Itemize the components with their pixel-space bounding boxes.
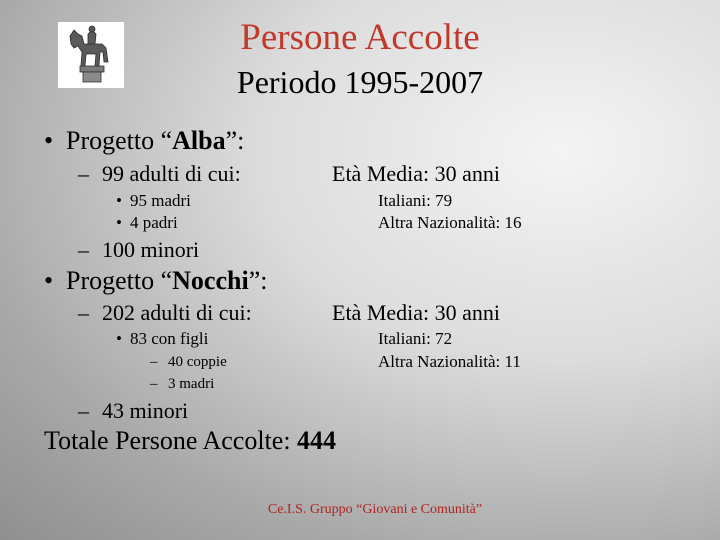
alba-sub-item: • 95 madri: [116, 191, 191, 210]
total-line: [44, 426, 336, 456]
nocchi-sub-item: • 83 con figli: [116, 329, 209, 348]
alba-age: Età Media: 30 anni: [332, 161, 501, 186]
alba-adults: – 99 adulti di cui:: [78, 161, 241, 186]
alba-italians: Italiani: 79: [378, 191, 453, 210]
page-subtitle: Periodo 1995-2007: [236, 64, 484, 100]
alba-others: Altra Nazionalità: 16: [378, 213, 522, 232]
nocchi-others: Altra Nazionalità: 11: [378, 352, 521, 371]
nocchi-minors: – 43 minori: [78, 398, 189, 423]
bullet-dot: •: [44, 266, 54, 295]
total-value: 444: [297, 426, 337, 455]
footer-credit: Ce.I.S. Gruppo “Giovani e Comunità”: [267, 502, 483, 517]
nocchi-name: Nocchi: [172, 266, 249, 295]
total-label: Totale Persone Accolte:: [44, 426, 298, 455]
nocchi-heading: • Progetto “Nocchi”:: [44, 266, 268, 295]
nocchi-age: Età Media: 30 anni: [332, 300, 501, 325]
nocchi-adults: – 202 adulti di cui:: [78, 300, 252, 325]
alba-heading: • Progetto “Alba”:: [44, 126, 245, 155]
page-title: Persone Accolte: [240, 17, 480, 58]
nocchi-subsub-item: – 40 coppie: [150, 354, 227, 370]
alba-sub-item: • 4 padri: [116, 213, 178, 232]
bullet-dot: •: [44, 126, 54, 155]
alba-minors: – 100 minori: [78, 237, 200, 262]
nocchi-italians: Italiani: 72: [378, 329, 453, 348]
alba-name: Alba: [172, 126, 226, 155]
nocchi-subsub-item: – 3 madri: [150, 376, 215, 392]
